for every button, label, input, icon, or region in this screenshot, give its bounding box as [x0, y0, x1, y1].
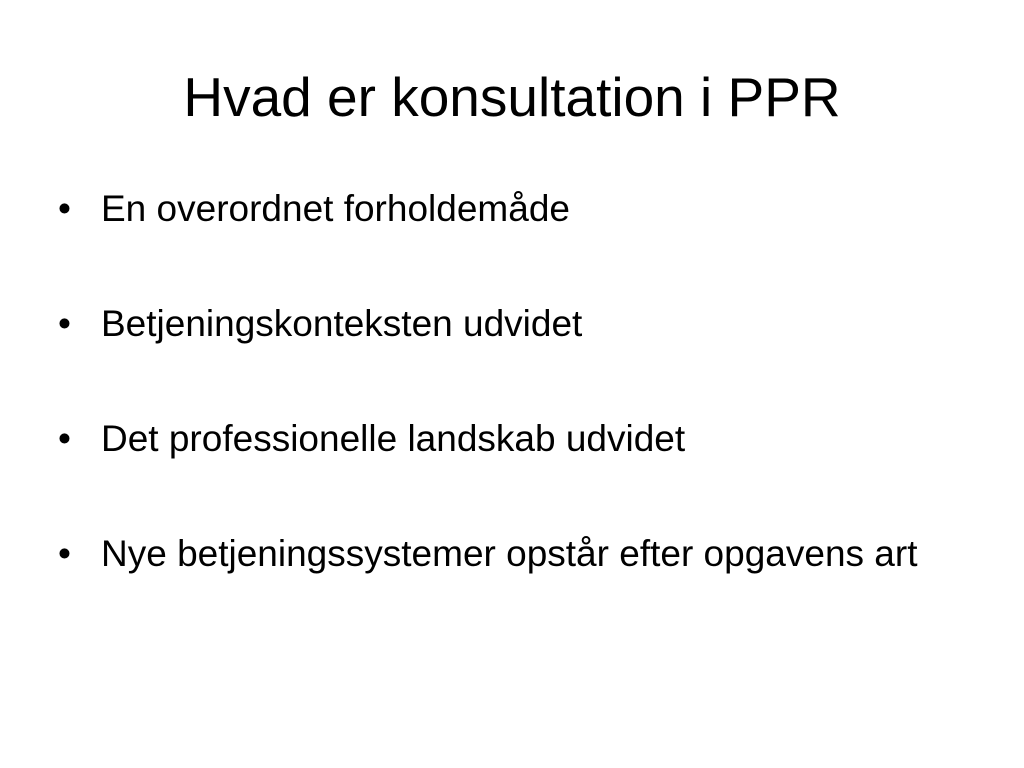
bullet-text: Betjeningskonteksten udvidet [101, 303, 583, 344]
bullet-text: Det professionelle landskab udvidet [101, 418, 686, 459]
bullet-mark: • [58, 418, 71, 459]
bullet-item [58, 533, 958, 575]
bullet-text: En overordnet forholdemåde [101, 188, 570, 229]
bullet-item [58, 303, 958, 345]
slide-title: Hvad er konsultation i PPR [183, 66, 841, 128]
bullet-mark: • [58, 303, 71, 344]
bullet-item [58, 188, 958, 230]
bullet-text: Nye betjeningssystemer opstår efter opgavens art [101, 533, 918, 574]
bullet-item [58, 418, 958, 460]
bullet-mark: • [58, 188, 71, 229]
bullet-mark: • [58, 533, 71, 574]
bullet-list [58, 188, 958, 575]
